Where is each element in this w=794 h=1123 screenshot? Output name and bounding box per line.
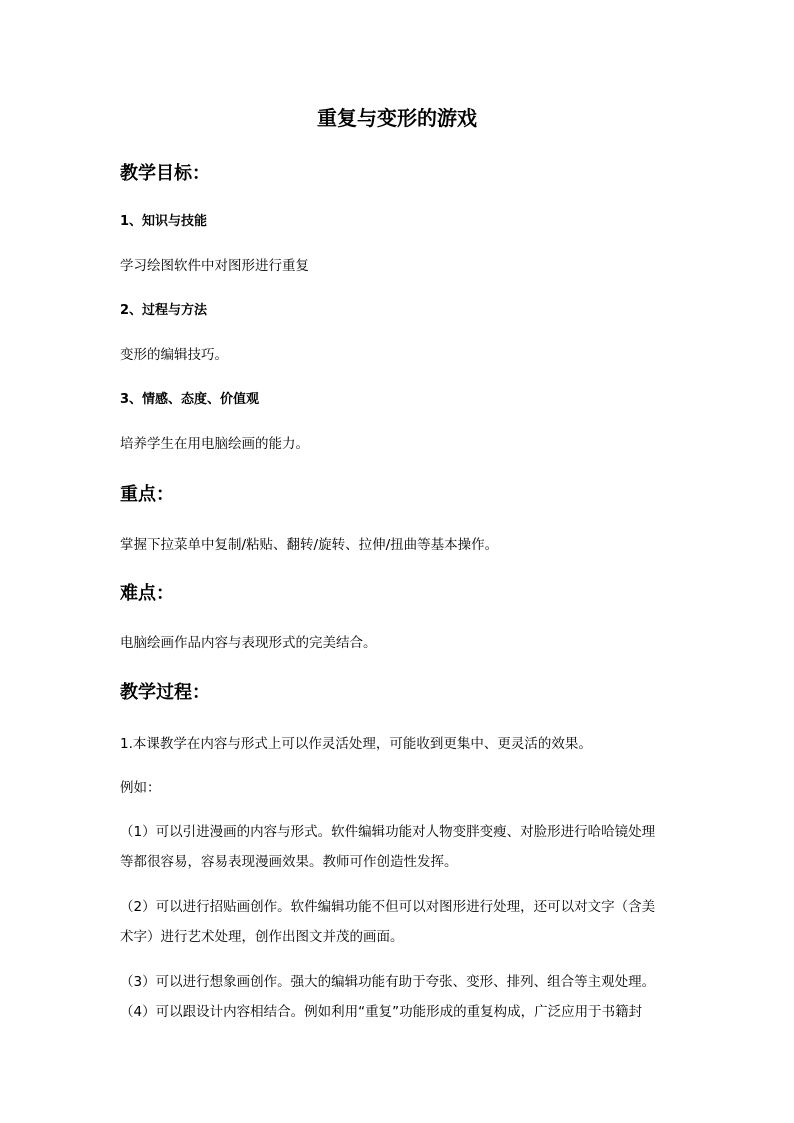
process-item-4-line-1: （4）可以跟设计内容相结合。例如利用“重复”功能形成的重复构成，广泛应用于书籍封 [120,1004,643,1020]
objective-3-heading: 3、情感、态度、价值观 [120,392,260,407]
objective-1-heading: 1、知识与技能 [120,214,208,229]
process-example-label: 例如： [120,780,161,796]
process-paragraph-1: 1.本课教学在内容与形式上可以作灵活处理，可能收到更集中、更灵活的效果。 [120,736,592,752]
objectives-heading: 教学目标： [120,163,210,184]
objective-2-heading: 2、过程与方法 [120,303,208,318]
objective-3-text: 培养学生在用电脑绘画的能力。 [120,436,309,452]
process-item-1-line-2: 等都很容易，容易表现漫画效果。教师可作创造性发挥。 [120,854,458,870]
process-heading: 教学过程： [120,682,210,703]
process-item-2-line-1: （2）可以进行招贴画创作。软件编辑功能不但可以对图形进行处理，还可以对文字（含美 [120,899,656,915]
document-title: 重复与变形的游戏 [317,106,477,130]
key-points-text: 掌握下拉菜单中复制/粘贴、翻转/旋转、拉伸/扭曲等基本操作。 [120,537,499,553]
objective-1-text: 学习绘图软件中对图形进行重复 [120,258,309,274]
difficulties-heading: 难点： [120,583,174,604]
key-points-heading: 重点： [120,484,174,505]
objective-2-text: 变形的编辑技巧。 [120,347,228,363]
difficulties-text: 电脑绘画作品内容与表现形式的完美结合。 [120,635,377,651]
process-item-1-line-1: （1）可以引进漫画的内容与形式。软件编辑功能对人物变胖变瘦、对脸形进行哈哈镜处理 [120,824,656,840]
process-item-3-line-1: （3）可以进行想象画创作。强大的编辑功能有助于夸张、变形、排列、组合等主观处理。 [120,974,656,990]
process-item-2-line-2: 术字）进行艺术处理，创作出图文并茂的画面。 [120,929,404,945]
